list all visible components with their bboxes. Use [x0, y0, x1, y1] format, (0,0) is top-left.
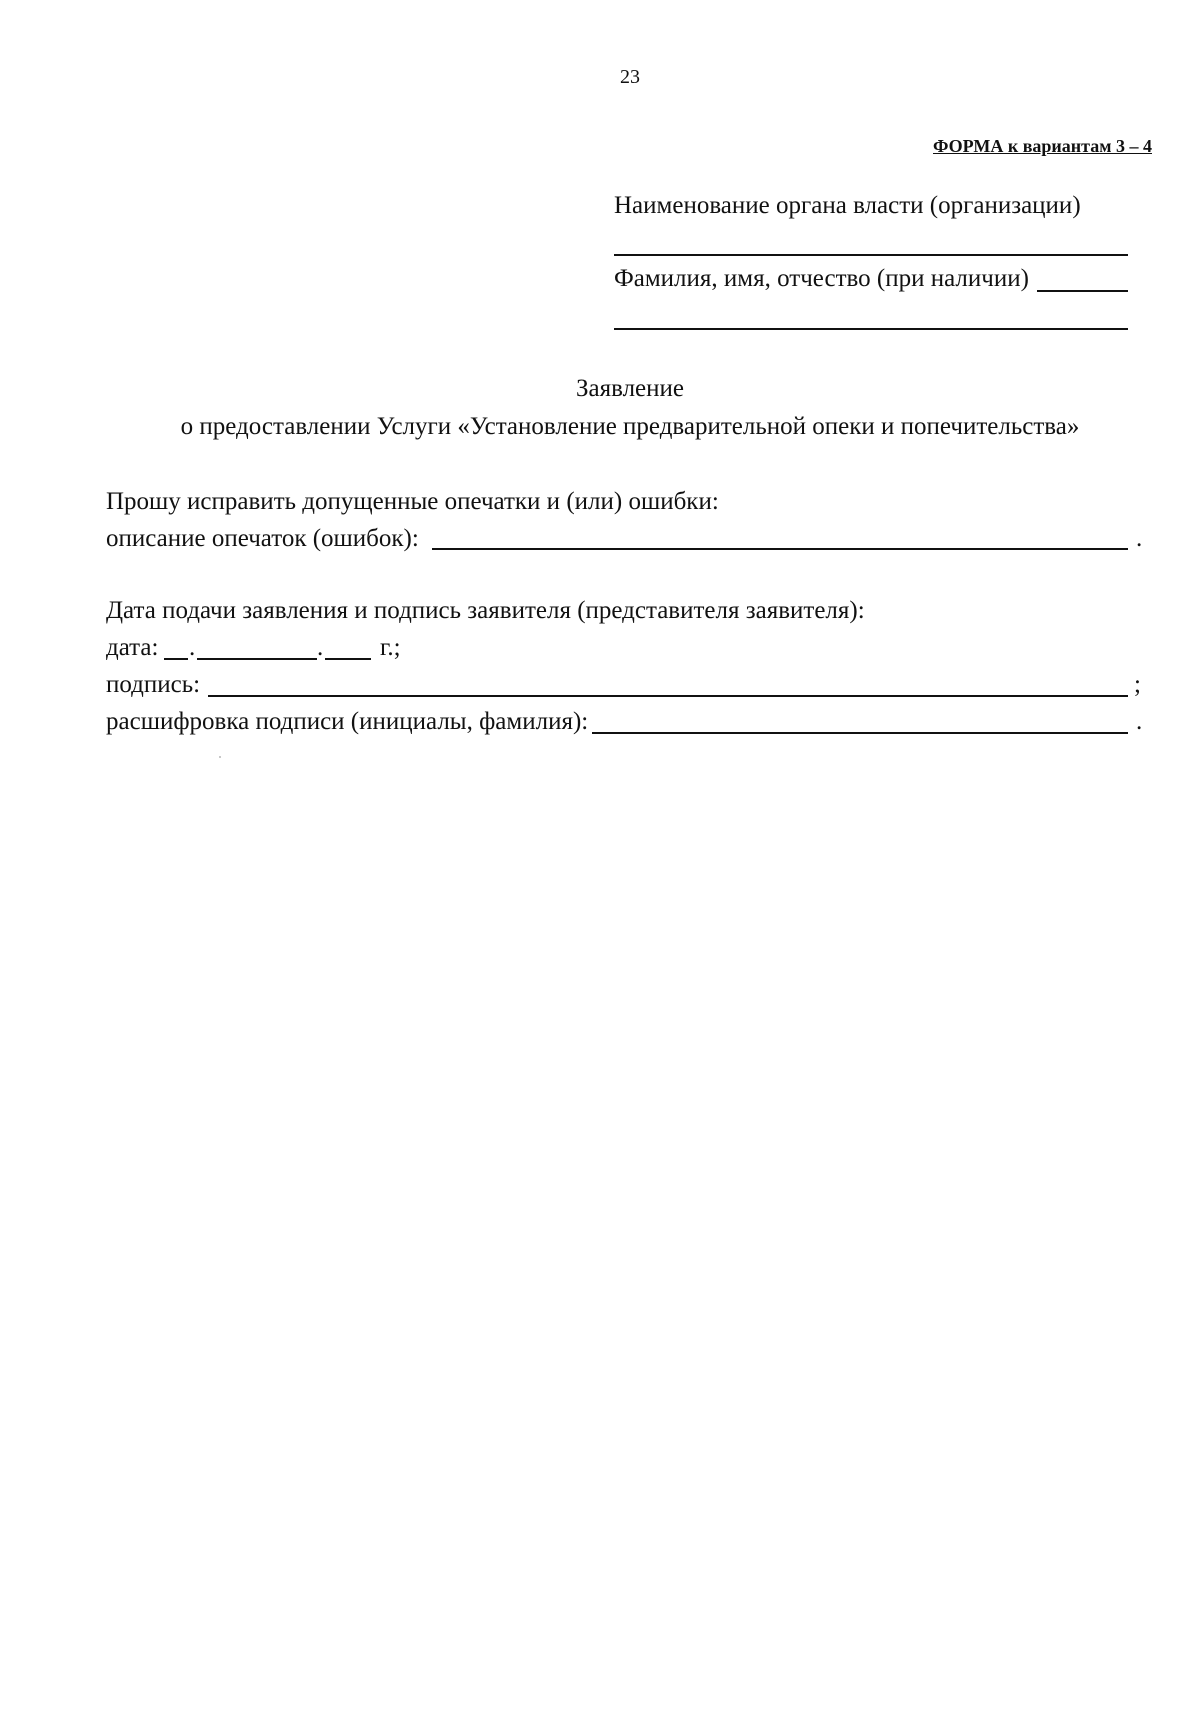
date-label: дата:: [106, 634, 159, 661]
form-label: ФОРМА к вариантам 3 – 4: [933, 136, 1152, 156]
date-year-field[interactable]: [325, 658, 371, 660]
document-subtitle: о предоставлении Услуги «Установление предварительной опеки и попечительства»: [180, 413, 1080, 440]
decoding-end: .: [1136, 708, 1143, 735]
signature-label: подпись:: [106, 671, 201, 698]
signature-heading: Дата подачи заявления и подпись заявителя (представителя заявителя):: [106, 597, 865, 624]
fio-label: Фамилия, имя, отчество (при наличии): [614, 265, 1029, 292]
signature-end: ;: [1134, 671, 1141, 698]
document-title: Заявление: [575, 375, 685, 402]
signature-field[interactable]: [208, 695, 1128, 697]
fio-field-inline[interactable]: [1037, 290, 1128, 292]
org-name-field[interactable]: [614, 254, 1128, 256]
description-field[interactable]: [432, 548, 1128, 550]
date-day-field[interactable]: [164, 658, 188, 660]
fio-field[interactable]: [614, 328, 1128, 330]
year-suffix: г.;: [380, 634, 401, 661]
page-number: 23: [620, 66, 640, 88]
description-end: .: [1136, 525, 1143, 552]
description-label: описание опечаток (ошибок):: [106, 525, 419, 552]
date-dot-2: .: [317, 634, 324, 661]
scan-speck: [219, 756, 221, 758]
decoding-label: расшифровка подписи (инициалы, фамилия):: [106, 708, 589, 735]
org-name-label: Наименование органа власти (организации): [614, 192, 1081, 219]
date-month-field[interactable]: [197, 658, 317, 660]
decoding-field[interactable]: [592, 732, 1128, 734]
request-text: Прошу исправить допущенные опечатки и (или) ошибки:: [106, 488, 719, 515]
date-dot-1: .: [189, 634, 196, 661]
